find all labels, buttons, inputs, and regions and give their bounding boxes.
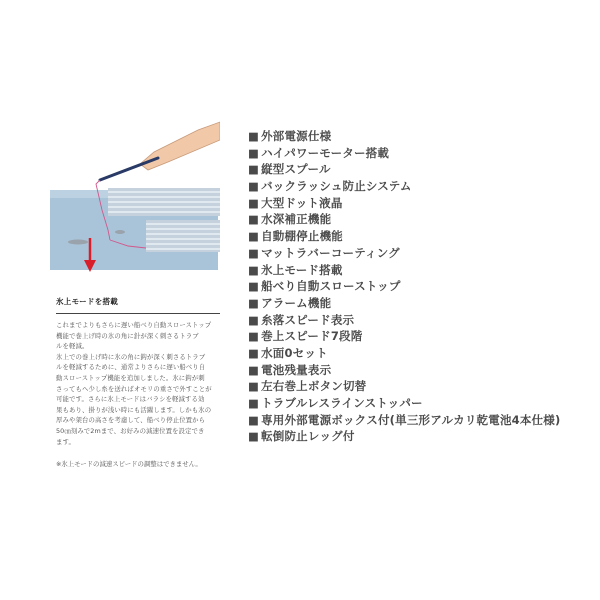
feature-item: ■ 転倒防止レッグ付 xyxy=(248,428,568,445)
feature-item: ■ 縦型スプール xyxy=(248,161,568,178)
ice-fishing-illustration xyxy=(48,120,220,285)
ice-block-upper xyxy=(108,188,220,216)
caption-line: 氷上での巻上げ時に氷の角に鈎が深く刺さるトラブ xyxy=(56,352,206,361)
caption-body xyxy=(56,320,220,447)
feature-item: ■ トラブルレスラインストッパー xyxy=(248,395,568,412)
caption-title: 氷上モードを搭載 xyxy=(56,296,220,314)
feature-item: ■ 自動棚停止機能 xyxy=(248,228,568,245)
feature-item: ■ 糸落スピード表示 xyxy=(248,312,568,329)
feature-item: ■ バックラッシュ防止システム xyxy=(248,178,568,195)
ice-fishing-svg xyxy=(48,120,220,285)
caption-line: ます。 xyxy=(56,437,75,446)
caption-line: 果もあり、掛りが浅い時にも活躍します。しかも氷の xyxy=(56,405,212,414)
caption-line: 50㎝刻みで2mまで、お好みの減速位置を設定でき xyxy=(56,426,205,435)
feature-item: ■ 船べり自動スローストップ xyxy=(248,278,568,295)
caption-line: 可能です。さらに氷上モードはバラシを軽減する効 xyxy=(56,395,205,404)
feature-item: ■ 左右巻上ボタン切替 xyxy=(248,378,568,395)
caption-line: 厚みや架台の高さを考慮して、船べり停止位置から xyxy=(56,416,206,425)
feature-item: ■ 水深補正機能 xyxy=(248,211,568,228)
feature-list xyxy=(248,128,568,445)
feature-item: ■ 水面0セット xyxy=(248,345,568,362)
caption-note: ※氷上モードの減速スピードの調整はできません。 xyxy=(56,460,202,469)
feature-item: ■ 専用外部電源ボックス付(単三形アルカリ乾電池4本仕様) xyxy=(248,412,568,429)
ice-mode-caption xyxy=(56,296,220,469)
ice-block-lower xyxy=(146,220,220,252)
caption-line: 機能で巻上げ時の氷の角に針が深く刺さるトラブ xyxy=(56,331,199,340)
caption-line: ルを軽減。 xyxy=(56,342,89,351)
sinker-icon xyxy=(68,240,88,245)
feature-item: ■ ハイパワーモーター搭載 xyxy=(248,145,568,162)
caption-line: ルを軽減するために、通常よりさらに遅い船べり自 xyxy=(56,363,206,372)
feature-item: ■ マットラバーコーティング xyxy=(248,245,568,262)
feature-item: ■ アラーム機能 xyxy=(248,295,568,312)
feature-item: ■ 氷上モード搭載 xyxy=(248,262,568,279)
feature-item: ■ 巻上スピード7段階 xyxy=(248,328,568,345)
caption-line: これまでよりもさらに遅い船べり自動スローストップ xyxy=(56,321,212,329)
bait-icon xyxy=(115,230,125,234)
feature-item: ■ 電池残量表示 xyxy=(248,362,568,379)
feature-item: ■ 大型ドット液晶 xyxy=(248,195,568,212)
caption-line: 動スローストップ機能を追加しました。氷に鈎が刺 xyxy=(56,373,205,382)
feature-item: ■ 外部電源仕様 xyxy=(248,128,568,145)
hand-icon xyxy=(140,122,220,170)
caption-line: さってもヘ少し糸を送ればオモリの重さで外すことが xyxy=(56,384,212,393)
